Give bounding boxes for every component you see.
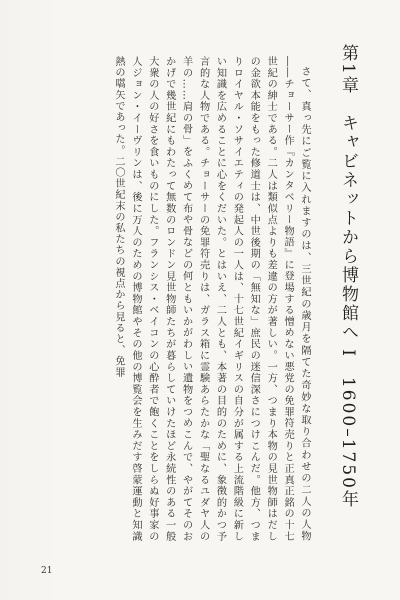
body-text-block bbox=[42, 56, 312, 542]
paragraph: さて、真っ先にご覧に入れますのは、三世紀の歳月を隔てた奇妙な取り合わせの二人の人物――チョーサー作『カンタベリー物語』に登場する憎めない悪党の免罪符売りと正真正銘の十七世紀の紳士である。二人は類似点よりも差違の方が著しい。一方、つまり本物の見世物師はだしの金欲本能をもった修道士は、中世後期の「無知な」庶民の迷信深さにつけこんだ。他方、つまりロイヤル・ソサイエティの発起人の一人は、十七世紀イギリスの自分が属する上流階級に新しい知識を広めることに心をくだいた。とはいえ、二人とも、本著の目的のために、象徴的かつ予言的な人物である。チョーサーの免罪符売りは、ガラス箱に霊験あらたかな「聖なるユダヤ人の羊の……肩の骨」をふくめて布や骨などの何ともいかがわしい遺物をつめこんで、やがてそのおかげで幾世紀にもわたって無数のロンドン見世物師たちが暮らしていけたほど永続性のある一般大衆の人の好さを食いものにした。フランシス・ベイコンの心酔者で飽くことをしらぬ好事家の人ジョン・イーヴリンは、後に万人のための博物館やその他の博覧会を生みだす啓蒙運動と知識熱の嚆矢であった。二〇世紀末の私たちの視点から見ると、免罪 bbox=[113, 56, 310, 542]
page-number: 21 bbox=[41, 566, 53, 576]
chapter-title: 第1章 キャビネットから博物館へ I 1600–1750年 bbox=[338, 44, 358, 509]
